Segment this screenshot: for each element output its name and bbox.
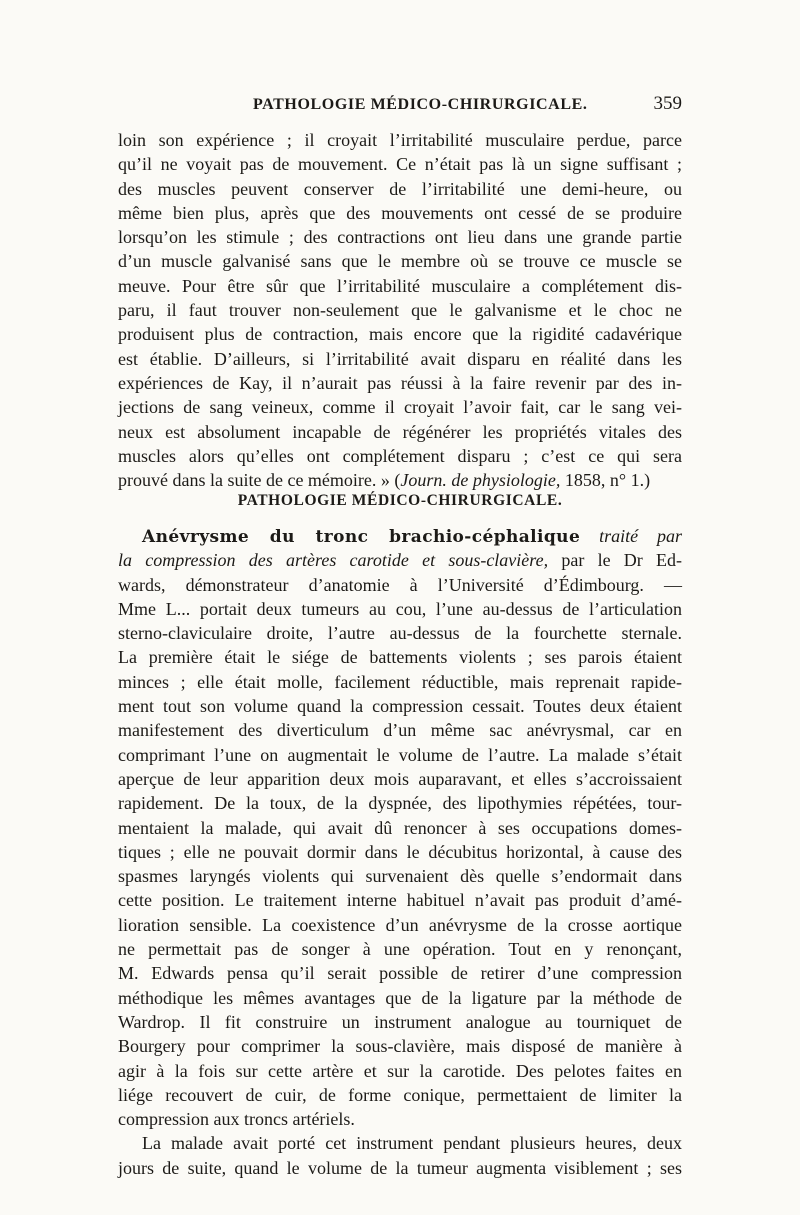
text-line: ment tout son volume quand la compression cessait. Toutes deux étaient [118, 696, 682, 717]
article-subtitle: la compression des artères carotide et sous-clavière, [118, 550, 549, 571]
text-line: d’un muscle galvanisé sans que le membre où se trouve ce muscle se [118, 251, 682, 272]
text-line: compression aux troncs artériels. [118, 1109, 355, 1130]
article-title: Anévrysme du tronc brachio-céphalique [142, 527, 581, 547]
text-line: même bien plus, après que des mouvements ont cessé de se produire [118, 202, 682, 223]
text-line: Wardrop. Il fit construire un instrument analogue au tourniquet de [118, 1011, 682, 1032]
text-line: muscles alors qu’elles ont complétement disparu ; c’est ce qui sera [118, 445, 682, 466]
text-line: spasmes laryngés violents qui survenaient dès quelle s’endormait dans [118, 866, 682, 887]
text-line: manifestement des diverticulum d’un même sac anévrysmal, car en [118, 720, 682, 741]
citation-text: prouvé dans la suite de ce mémoire. » ( [118, 470, 401, 491]
text-line: est établie. D’ailleurs, si l’irritabilité avait disparu en réalité dans les [118, 348, 682, 369]
page-header [118, 93, 682, 120]
text-line: qu’il ne voyait pas de mouvement. Ce n’était pas là un signe suffisant ; [118, 154, 682, 175]
text-line: neux est absolument incapable de régénérer les propriétés vitales des [118, 421, 682, 442]
text-line: mentaient la malade, qui avait dû renoncer à ses occupations domes- [118, 817, 682, 838]
text-line: La première était le siége de battements violents ; ses parois étaient [118, 647, 682, 668]
citation-issue: 1858, n° 1.) [560, 470, 651, 491]
text-line: jections de sang veineux, comme il croyait l’avoir fait, car le sang vei- [118, 397, 682, 418]
text-line: Bourgery pour comprimer la sous-clavière, mais disposé de manière à [118, 1036, 682, 1057]
text-line: Mme L... portait deux tumeurs au cou, l’une au-dessus de l’articulation [118, 598, 682, 619]
text-line: lorsqu’on les stimule ; des contractions ont lieu dans une grande partie [118, 227, 682, 248]
text-line: aperçue de leur apparition deux mois auparavant, et elles s’accroissaient [118, 768, 682, 789]
text-line: La malade avait porté cet instrument pendant plusieurs heures, deux [142, 1133, 682, 1154]
article-author: par le Dr Ed- [561, 550, 682, 571]
text-line: comprimant l’une on augmentait le volume de l’autre. La malade s’était [118, 744, 682, 765]
article [118, 524, 682, 1180]
continuation-paragraph [118, 128, 682, 492]
text-line: liége recouvert de cuir, de forme conique, permettaient de limiter la [118, 1084, 682, 1105]
text-line: M. Edwards pensa qu’il serait possible de retirer d’une compression [118, 963, 682, 984]
article-title-tail: traité par [599, 526, 682, 546]
text-line: meuve. Pour être sûr que l’irritabilité musculaire a complétement dis- [118, 275, 682, 296]
text-line: des muscles peuvent conserver de l’irritabilité une demi-heure, ou [118, 178, 682, 199]
text-line: loin son expérience ; il croyait l’irritabilité musculaire perdue, parce [118, 130, 682, 150]
text-line: cette position. Le traitement interne habituel n’avait pas produit d’amé- [118, 890, 682, 911]
text-line: sterno-claviculaire droite, l’autre au-dessus de la fourchette sternale. [118, 623, 682, 644]
citation-line [118, 468, 682, 492]
journal-name: Journ. de physiologie, [400, 470, 561, 491]
text-line: tiques ; elle ne pouvait dormir dans le décubitus horizontal, à cause des [118, 841, 682, 862]
article-subtitle-line [118, 548, 682, 572]
text-line: méthodique les mêmes avantages que de la ligature par la méthode de [118, 987, 682, 1008]
running-title: PATHOLOGIE MÉDICO-CHIRURGICALE. [253, 96, 588, 113]
text-line: wards, démonstrateur d’anatomie à l’Université d’Édimbourg. — [118, 574, 682, 595]
text-line: minces ; elle était molle, facilement réductible, mais reprenait rapide- [118, 671, 682, 692]
text-line: expériences de Kay, il n’aurait pas réussi à la faire revenir par des in- [118, 372, 682, 393]
text-line: paru, il faut trouver non-seulement que le galvanisme et le choc ne [118, 300, 682, 321]
text-line: rapidement. De la toux, de la dyspnée, des lipothymies répétées, tour- [118, 793, 682, 814]
page-number: 359 [653, 93, 682, 114]
text-line: produisent plus de contraction, mais encore que la rigidité cadavérique [118, 324, 682, 345]
text-line: agir à la fois sur cette artère et sur la carotide. Des pelotes faites en [118, 1060, 682, 1081]
text-line: lioration sensible. La coexistence d’un anévrysme de la crosse aortique [118, 914, 682, 935]
text-line: jours de suite, quand le volume de la tumeur augmenta visiblement ; ses [118, 1157, 682, 1178]
text-line: ne permettait pas de songer à une opération. Tout en y renonçant, [118, 939, 682, 960]
section-heading: PATHOLOGIE MÉDICO-CHIRURGICALE. [237, 492, 563, 509]
article-title-line [118, 524, 682, 548]
